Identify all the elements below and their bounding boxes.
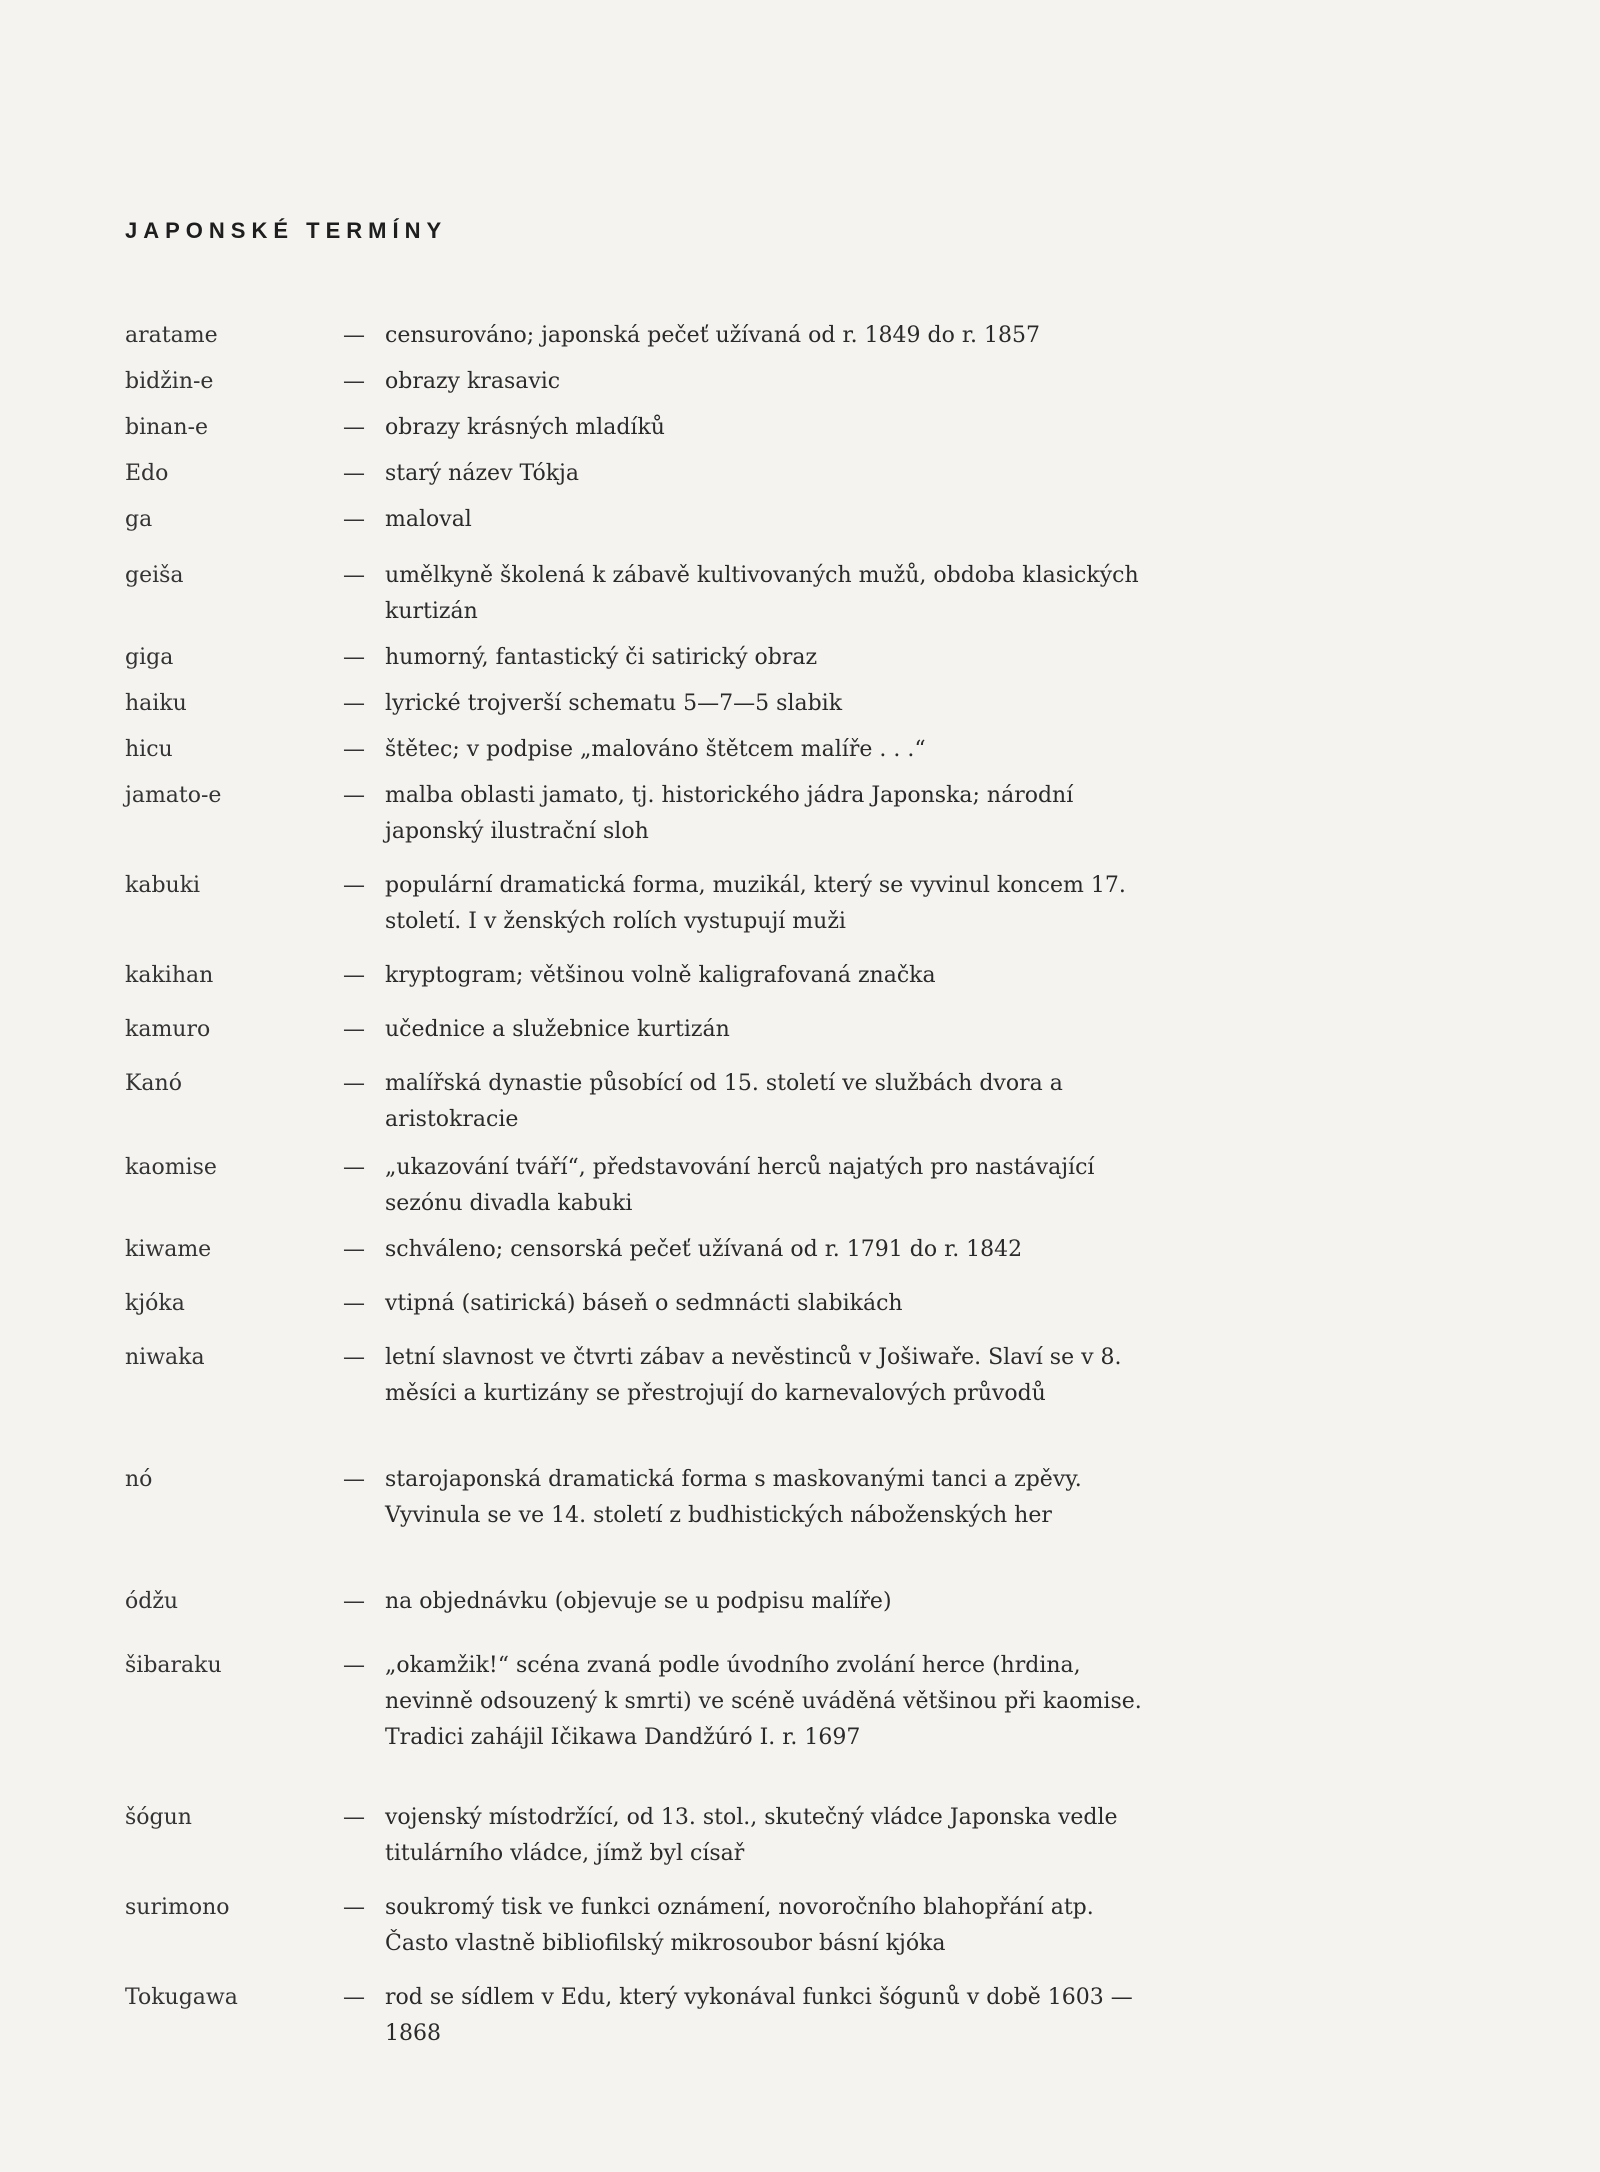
glossary-definition: kryptogram; většinou volně kaligrafovaná značka (385, 963, 936, 988)
glossary-definition: štětec; v podpise „malováno štětcem malíře . . .“ (385, 737, 926, 762)
glossary-term: kakihan (125, 963, 214, 988)
em-dash: — (343, 1895, 365, 1920)
glossary-entry (125, 1648, 1145, 1756)
glossary-term: hicu (125, 737, 173, 762)
em-dash: — (343, 691, 365, 716)
glossary-term: kjóka (125, 1291, 185, 1316)
em-dash: — (343, 1345, 365, 1370)
glossary-entry (125, 868, 1145, 940)
glossary-term: Edo (125, 461, 169, 486)
glossary-entry (125, 1584, 1145, 1620)
glossary-term: kaomise (125, 1155, 217, 1180)
glossary-term: kabuki (125, 873, 201, 898)
em-dash: — (343, 415, 365, 440)
em-dash: — (343, 1071, 365, 1096)
em-dash: — (343, 369, 365, 394)
glossary-term: nó (125, 1467, 153, 1492)
glossary-definition: vtipná (satirická) báseň o sedmnácti slabikách (385, 1291, 903, 1316)
glossary-entry (125, 456, 1145, 492)
em-dash: — (343, 645, 365, 670)
glossary-term: Kanó (125, 1071, 182, 1096)
glossary-term: bidžin-e (125, 369, 214, 394)
glossary-definition: starojaponská dramatická forma s maskovanými tanci a zpěvy. Vyvinula se ve 14. století z budhistických náboženských her (385, 1467, 1082, 1528)
em-dash: — (343, 461, 365, 486)
glossary-definition: na objednávku (objevuje se u podpisu malíře) (385, 1589, 892, 1614)
glossary-entry (125, 1340, 1145, 1412)
em-dash: — (343, 963, 365, 988)
em-dash: — (343, 1653, 365, 1678)
glossary-entry (125, 1980, 1145, 2052)
glossary-entry (125, 958, 1145, 994)
em-dash: — (343, 563, 365, 588)
glossary-definition: letní slavnost ve čtvrti zábav a nevěstinců v Jošiwaře. Slaví se v 8. měsíci a kurtizány se přestrojují do karnevalových průvodů (385, 1345, 1122, 1406)
glossary-entry (125, 1800, 1145, 1872)
glossary-entry (125, 410, 1145, 446)
em-dash: — (343, 737, 365, 762)
glossary-term: kamuro (125, 1017, 211, 1042)
glossary-definition: umělkyně školená k zábavě kultivovaných mužů, obdoba klasických kurtizán (385, 563, 1139, 624)
glossary-term: jamato-e (125, 783, 222, 808)
glossary-definition: lyrické trojverší schematu 5—7—5 slabik (385, 691, 843, 716)
glossary-definition: obrazy krasavic (385, 369, 561, 394)
glossary-entry (125, 1232, 1145, 1268)
glossary-term: binan-e (125, 415, 209, 440)
glossary-definition: censurováno; japonská pečeť užívaná od r. 1849 do r. 1857 (385, 323, 1040, 348)
glossary-definition: schváleno; censorská pečeť užívaná od r. 1791 do r. 1842 (385, 1237, 1023, 1262)
em-dash: — (343, 1155, 365, 1180)
glossary-definition: „ukazování tváří“, představování herců najatých pro nastávající sezónu divadla kabuki (385, 1155, 1095, 1216)
glossary-definition: humorný, fantastický či satirický obraz (385, 645, 818, 670)
glossary-term: Tokugawa (125, 1985, 238, 2010)
glossary-term: surimono (125, 1895, 230, 1920)
glossary-definition: soukromý tisk ve funkci oznámení, novoročního blahopřání atp. Často vlastně bibliofilský mikrosoubor básní kjóka (385, 1895, 1094, 1956)
glossary-term: šibaraku (125, 1653, 222, 1678)
glossary-definition: populární dramatická forma, muzikál, který se vyvinul koncem 17. století. I v ženských rolích vystupují muži (385, 873, 1126, 934)
glossary-definition: malířská dynastie působící od 15. století ve službách dvora a aristokracie (385, 1071, 1063, 1132)
glossary-entry (125, 640, 1145, 676)
glossary-entry (125, 778, 1145, 850)
page-title: JAPONSKÉ TERMÍNY (125, 218, 448, 243)
em-dash: — (343, 507, 365, 532)
glossary-term: geiša (125, 563, 184, 588)
em-dash: — (343, 873, 365, 898)
glossary-term: haiku (125, 691, 187, 716)
glossary-entry (125, 1890, 1145, 1962)
em-dash: — (343, 1017, 365, 1042)
glossary-term: giga (125, 645, 174, 670)
glossary-definition: starý název Tókja (385, 461, 579, 486)
glossary-term: šógun (125, 1805, 192, 1830)
glossary-definition: vojenský místodržící, od 13. stol., skutečný vládce Japonska vedle titulárního vládce, jímž byl císař (385, 1805, 1118, 1866)
em-dash: — (343, 1291, 365, 1316)
glossary-definition: maloval (385, 507, 472, 532)
glossary-term: ódžu (125, 1589, 179, 1614)
glossary-term: ga (125, 507, 153, 532)
em-dash: — (343, 323, 365, 348)
glossary-definition: rod se sídlem v Edu, který vykonával funkci šógunů v době 1603 — 1868 (385, 1985, 1133, 2046)
glossary-entry (125, 1012, 1145, 1048)
glossary-definition: obrazy krásných mladíků (385, 415, 665, 440)
glossary-entry (125, 558, 1145, 630)
glossary-definition: učednice a služebnice kurtizán (385, 1017, 730, 1042)
glossary-entry (125, 1286, 1145, 1322)
glossary-entry (125, 502, 1145, 538)
em-dash: — (343, 783, 365, 808)
glossary-entry (125, 1066, 1145, 1138)
glossary-entry (125, 364, 1145, 400)
glossary-term: aratame (125, 323, 218, 348)
glossary-definition: malba oblasti jamato, tj. historického jádra Japonska; národní japonský ilustrační sloh (385, 783, 1074, 844)
glossary-definition: „okamžik!“ scéna zvaná podle úvodního zvolání herce (hrdina, nevinně odsouzený k smrti) ve scéně uváděná většinou při kaomise. Tradici zahájil Ičikawa Dandžúró I. r. 1697 (385, 1653, 1142, 1750)
em-dash: — (343, 1237, 365, 1262)
em-dash: — (343, 1467, 365, 1492)
glossary-entry (125, 1462, 1145, 1534)
em-dash: — (343, 1589, 365, 1614)
glossary-entry (125, 686, 1145, 722)
glossary-term: kiwame (125, 1237, 212, 1262)
glossary-entry (125, 318, 1145, 354)
em-dash: — (343, 1805, 365, 1830)
glossary-entry (125, 732, 1145, 768)
glossary-entry (125, 1150, 1145, 1222)
em-dash: — (343, 1985, 365, 2010)
glossary-term: niwaka (125, 1345, 205, 1370)
